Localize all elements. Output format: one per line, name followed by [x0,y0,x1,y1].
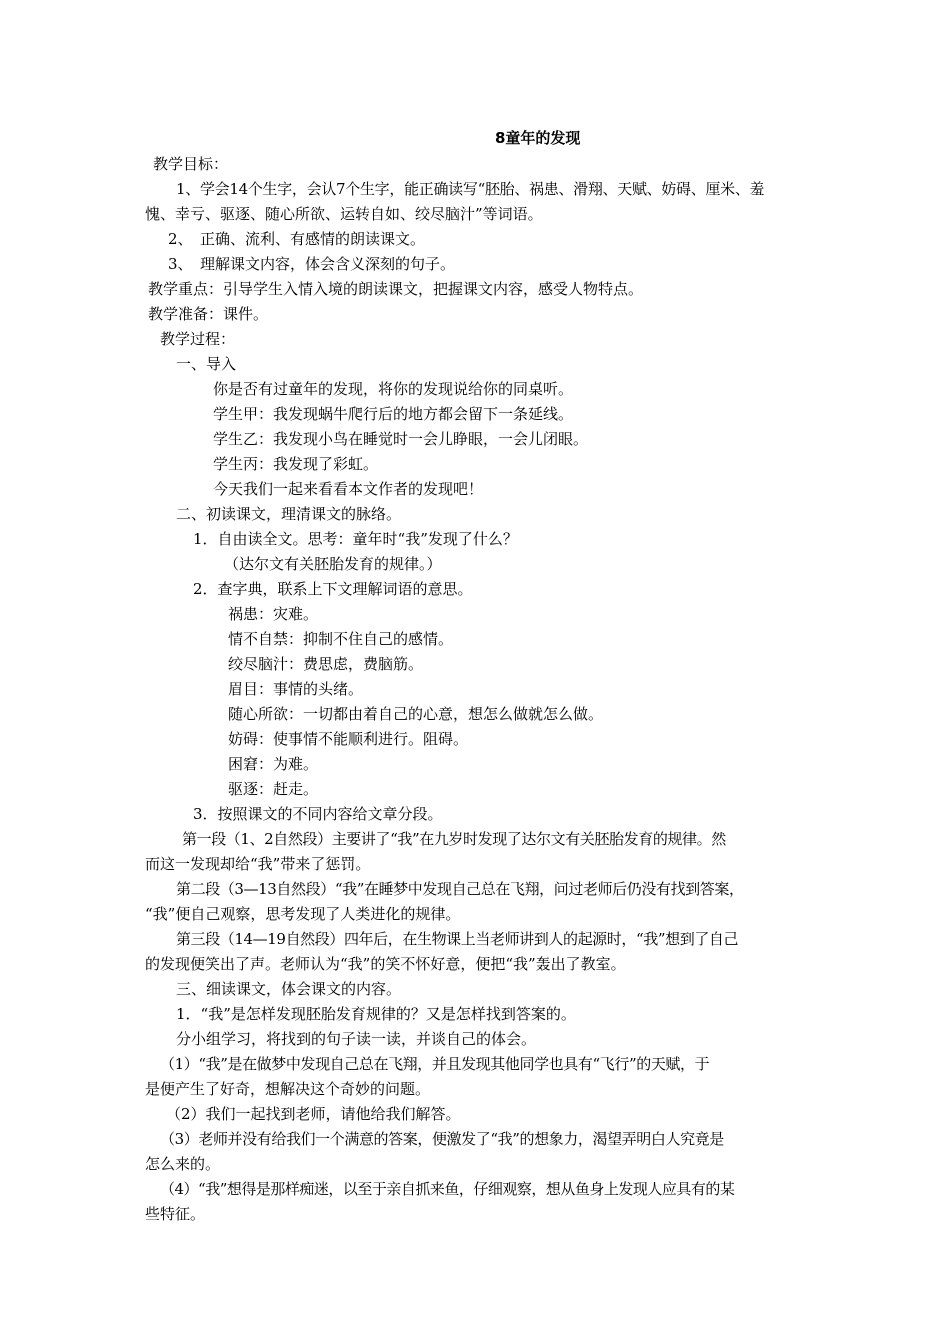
text-line: 1、学会14个生字，会认7个生字，能正确读写“胚胎、祸患、滑翔、天赋、妨碍、厘米、羞 [176,180,765,198]
text-line: “我”便自己观察，思考发现了人类进化的规律。 [145,905,461,923]
text-line: 学生丙：我发现了彩虹。 [213,455,379,473]
text-line: 的发现便笑出了声。老师认为“我”的笑不怀好意，便把“我”轰出了教室。 [145,955,626,973]
text-line: 绞尽脑汁：费思虑，费脑筋。 [228,655,424,673]
text-line: （1）“我”是在做梦中发现自己总在飞翔，并且发现其他同学也具有“飞行”的天赋，于 [160,1055,710,1073]
text-line: 2、 正确、流利、有感情的朗读课文。 [168,230,426,248]
text-line: 3．按照课文的不同内容给文章分段。 [193,805,443,823]
text-line: 妨碍：使事情不能顺利进行。阻碍。 [228,730,469,748]
text-line: 1．自由读全文。思考：童年时“我”发现了什么？ [193,530,518,548]
text-line: 二、初读课文，理清课文的脉络。 [176,505,402,523]
text-line: （3）老师并没有给我们一个满意的答案，便激发了“我”的想象力，渴望弄明白人究竟是 [160,1130,724,1148]
text-line: 3、 理解课文内容，体会含义深刻的句子。 [168,255,456,273]
text-line: 驱逐：赶走。 [228,780,319,798]
text-line: 是便产生了好奇，想解决这个奇妙的问题。 [145,1080,431,1098]
text-line: （2）我们一起找到老师，请他给我们解答。 [166,1105,461,1123]
text-line: 第二段（3—13自然段）“我”在睡梦中发现自己总在飞翔，问过老师后仍没有找到答案， [176,880,744,898]
text-line: 情不自禁：抑制不住自己的感情。 [228,630,454,648]
text-line: 教学准备：课件。 [148,305,269,323]
text-line: 愧、幸亏、驱逐、随心所欲、运转自如、绞尽脑汁”等词语。 [145,205,543,223]
text-line: 些特征。 [145,1205,206,1223]
text-line: 2．查字典，联系上下文理解词语的意思。 [193,580,473,598]
text-line: 教学过程： [160,330,236,348]
text-line: 一、导入 [176,355,237,373]
text-line: 今天我们一起来看看本文作者的发现吧！ [213,480,484,498]
text-line: 学生乙：我发现小鸟在睡觉时一会儿睁眼，一会儿闭眼。 [213,430,589,448]
text-line: 困窘：为难。 [228,755,319,773]
text-line: （4）“我”想得是那样痴迷，以至于亲自抓来鱼，仔细观察，想从鱼身上发现人应具有的某 [160,1180,735,1198]
page-title: 8童年的发现 [495,129,581,147]
text-line: 学生甲：我发现蜗牛爬行后的地方都会留下一条延线。 [213,405,574,423]
text-line: 教学重点：引导学生入情入境的朗读课文，把握课文内容，感受人物特点。 [148,280,644,298]
text-line: 分小组学习，将找到的句子读一读，并谈自己的体会。 [176,1030,537,1048]
text-line: 随心所欲：一切都由着自己的心意，想怎么做就怎么做。 [228,705,604,723]
text-line: 怎么来的。 [145,1155,221,1173]
text-line: 第三段（14—19自然段）四年后，在生物课上当老师讲到人的起源时，“我”想到了自己 [176,930,739,948]
text-line: 教学目标： [153,155,229,173]
text-line: 眉目：事情的头绪。 [228,680,364,698]
text-line: 祸患：灾难。 [228,605,319,623]
text-line: 第一段（1、2自然段）主要讲了“我”在九岁时发现了达尔文有关胚胎发育的规律。然 [182,830,726,848]
text-line: 而这一发现却给“我”带来了惩罚。 [145,855,371,873]
text-line: 1．“我”是怎样发现胚胎发育规律的？又是怎样找到答案的。 [176,1005,576,1023]
text-line: 三、细读课文，体会课文的内容。 [176,980,402,998]
text-line: 你是否有过童年的发现，将你的发现说给你的同桌听。 [213,380,574,398]
text-line: （达尔文有关胚胎发育的规律。） [224,555,442,573]
